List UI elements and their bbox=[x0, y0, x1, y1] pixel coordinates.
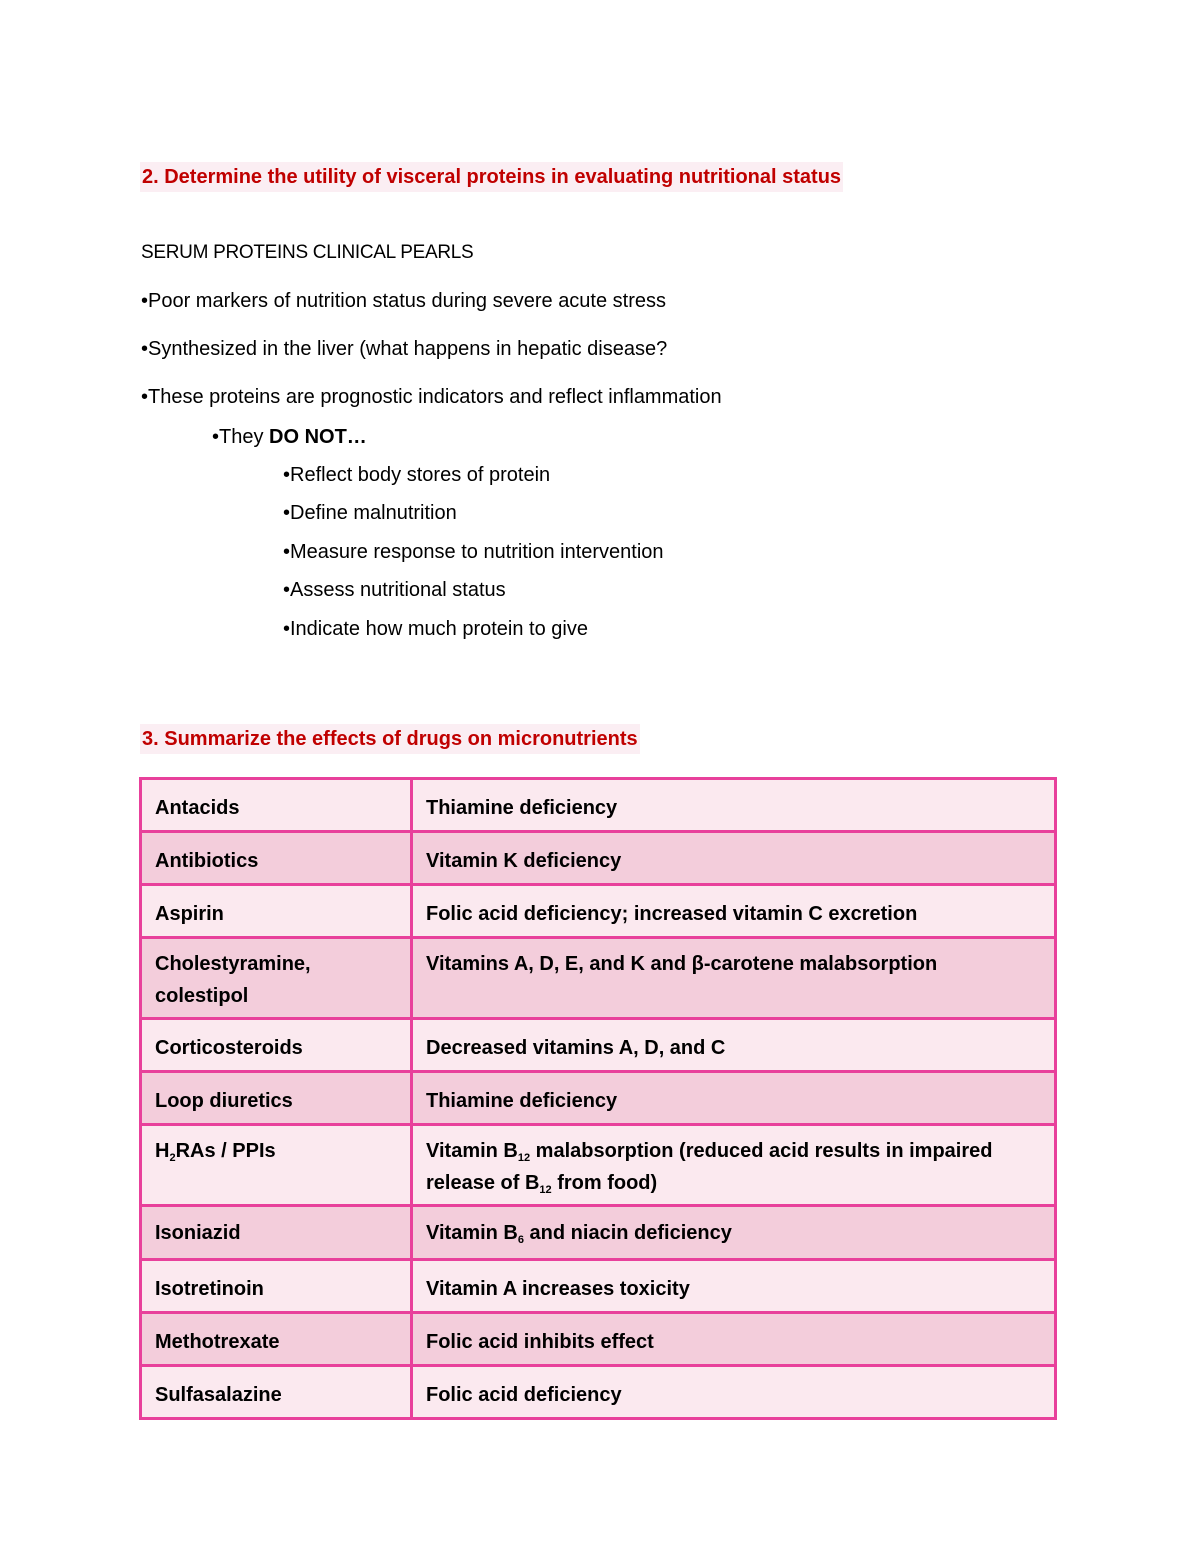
bullet-they-do-not bbox=[212, 424, 367, 450]
drug-cell: Isoniazid bbox=[141, 1206, 412, 1260]
do-not-item: •Reflect body stores of protein bbox=[283, 464, 551, 486]
effect-cell: Folic acid deficiency bbox=[412, 1366, 1056, 1419]
section-3-heading: 3. Summarize the effects of drugs on micronutrients bbox=[140, 724, 640, 754]
bullet-synthesized-liver: •Synthesized in the liver (what happens in hepatic disease? bbox=[141, 338, 668, 360]
table-row bbox=[141, 938, 1056, 1019]
effect-subscript: 12 bbox=[539, 1184, 552, 1196]
do-not-item: •Define malnutrition bbox=[283, 502, 457, 524]
effect-text: Vitamin B bbox=[426, 1140, 518, 1162]
drug-cell: Antibiotics bbox=[141, 832, 412, 885]
bullet-prognostic: •These proteins are prognostic indicators and reflect inflammation bbox=[141, 386, 722, 408]
effect-text: from food) bbox=[551, 1172, 658, 1194]
drug-cell: Loop diuretics bbox=[141, 1072, 412, 1125]
effect-cell: Folic acid inhibits effect bbox=[412, 1313, 1056, 1366]
do-not-emphasis: DO NOT… bbox=[269, 426, 367, 448]
drug-cell: Sulfasalazine bbox=[141, 1366, 412, 1419]
effect-cell: Decreased vitamins A, D, and C bbox=[412, 1019, 1056, 1072]
drug-cell: Methotrexate bbox=[141, 1313, 412, 1366]
effect-cell: Vitamins A, D, E, and K and β-carotene malabsorption bbox=[412, 938, 1056, 1019]
drug-cell: Aspirin bbox=[141, 885, 412, 938]
drug-subscript: 2 bbox=[169, 1152, 176, 1164]
table-row bbox=[141, 1313, 1056, 1366]
table-row bbox=[141, 1125, 1056, 1206]
effect-text: Vitamin B bbox=[426, 1222, 518, 1244]
table-row bbox=[141, 832, 1056, 885]
do-not-item: •Indicate how much protein to give bbox=[283, 618, 588, 640]
table-row bbox=[141, 1072, 1056, 1125]
drug-text: H bbox=[155, 1140, 170, 1162]
effect-text: malabsorption (reduced acid results in impaired release of B bbox=[426, 1140, 993, 1194]
effect-subscript: 6 bbox=[517, 1234, 524, 1246]
drug-text: RAs / PPIs bbox=[175, 1140, 276, 1162]
drug-cell: Corticosteroids bbox=[141, 1019, 412, 1072]
table-row bbox=[141, 1019, 1056, 1072]
drug-cell: Cholestyramine, colestipol bbox=[141, 938, 412, 1019]
table-row bbox=[141, 1206, 1056, 1260]
do-not-item: •Measure response to nutrition intervention bbox=[283, 541, 664, 563]
serum-proteins-subheading: SERUM PROTEINS CLINICAL PEARLS bbox=[141, 242, 474, 263]
drug-cell bbox=[141, 1125, 412, 1206]
effect-text: and niacin deficiency bbox=[524, 1222, 732, 1244]
drug-micronutrient-table bbox=[139, 777, 1057, 1420]
effect-subscript: 12 bbox=[517, 1152, 531, 1164]
effect-cell: Thiamine deficiency bbox=[412, 779, 1056, 832]
effect-cell bbox=[412, 1206, 1056, 1260]
drug-cell: Isotretinoin bbox=[141, 1260, 412, 1313]
effect-cell: Vitamin K deficiency bbox=[412, 832, 1056, 885]
table-row bbox=[141, 779, 1056, 832]
bullet-poor-markers: •Poor markers of nutrition status during severe acute stress bbox=[141, 290, 667, 312]
effect-cell: Folic acid deficiency; increased vitamin C excretion bbox=[412, 885, 1056, 938]
effect-cell: Vitamin A increases toxicity bbox=[412, 1260, 1056, 1313]
effect-cell: Thiamine deficiency bbox=[412, 1072, 1056, 1125]
section-2-heading: 2. Determine the utility of visceral proteins in evaluating nutritional status bbox=[140, 162, 843, 192]
do-not-item: •Assess nutritional status bbox=[283, 579, 506, 601]
table-row bbox=[141, 1260, 1056, 1313]
drug-cell: Antacids bbox=[141, 779, 412, 832]
effect-cell bbox=[412, 1125, 1056, 1206]
table-row bbox=[141, 1366, 1056, 1419]
table-row bbox=[141, 885, 1056, 938]
they-prefix: •They bbox=[212, 426, 270, 448]
